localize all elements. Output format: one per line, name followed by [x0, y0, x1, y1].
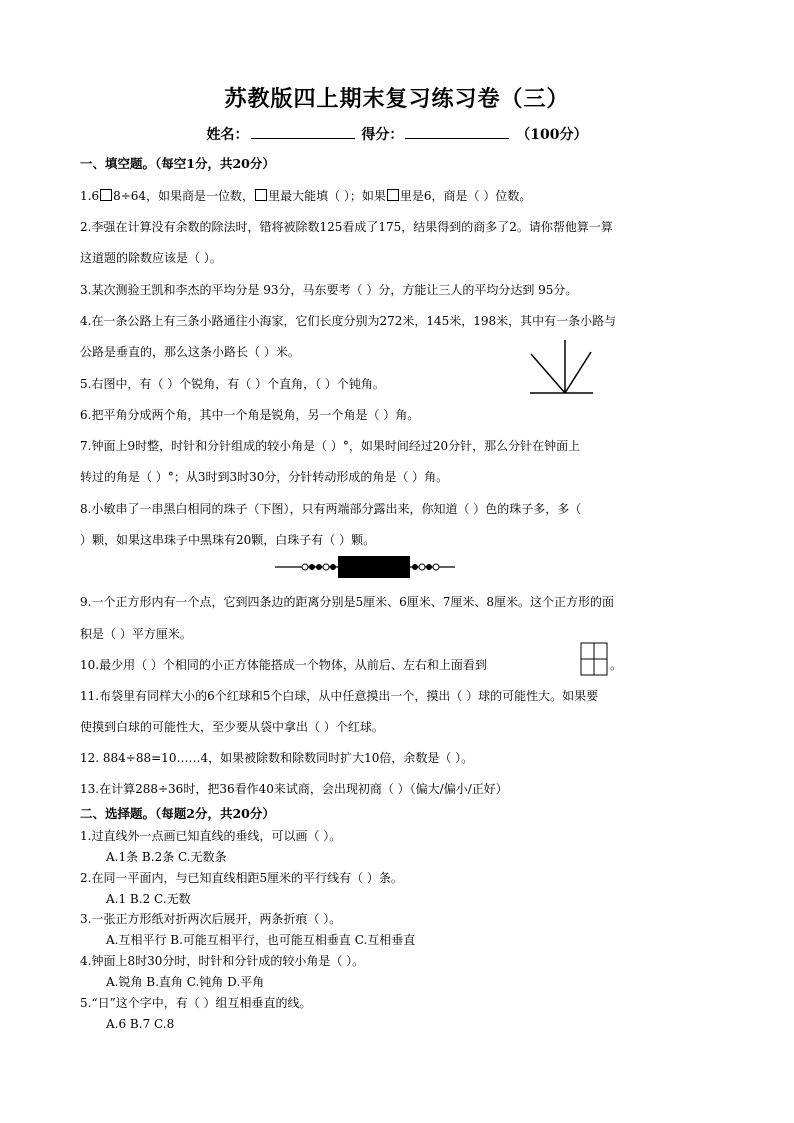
- choice-question-2: 2.在同一平面内，与已知直线相距5厘米的平行线有（ ）条。: [80, 871, 403, 885]
- section1-heading: 一、填空题。（每空1分，共20分）: [80, 156, 275, 171]
- header-info: [0, 124, 794, 144]
- question-2-line-1: 2.李强在计算没有余数的除法时，错将被除数125看成了175，结果得到的商多了2。请你帮他算一算: [80, 220, 613, 234]
- choice-question-5: 5.“日”这个字中，有（ ）组互相垂直的线。: [80, 996, 312, 1010]
- q1-part-b: 8÷64，如果商是一位数，: [113, 189, 255, 203]
- q1-part-c: 里最大能填（ ）；如果: [268, 189, 386, 203]
- choice-question-3-options: A.互相平行 B.可能互相平行，也可能互相垂直 C.互相垂直: [106, 933, 416, 947]
- choice-question-1-options: A.1条 B.2条 C.无数条: [106, 850, 227, 864]
- choice-question-4-options: A.锐角 B.直角 C.钝角 D.平角: [106, 975, 265, 989]
- section2-heading: 二、选择题。（每题2分，共20分）: [80, 806, 275, 821]
- question-2-line-2: 这道题的除数应该是（ ）。: [80, 251, 222, 265]
- q10-part-b: 。: [610, 658, 623, 672]
- blank-square-icon: [255, 189, 267, 201]
- top-view-grid-figure: [580, 642, 608, 676]
- question-13: 13.在计算288÷36时，把36看作40来试商，会出现初商（ ）（偏大/偏小/正好）: [80, 782, 508, 796]
- choice-question-5-options: A.6 B.7 C.8: [106, 1017, 175, 1031]
- name-label: 姓名：: [206, 127, 249, 143]
- choice-question-4: 4.钟面上8时30分时，时针和分针成的较小角是（ ）。: [80, 954, 365, 968]
- q1-part-a: 1.6: [80, 189, 100, 203]
- bead-string-figure: [275, 555, 455, 579]
- total-score: （100分）: [516, 127, 588, 143]
- question-6: 6.把平角分成两个角，其中一个角是锐角，另一个角是（ ）角。: [80, 408, 420, 422]
- score-blank[interactable]: [405, 124, 509, 139]
- question-5: 5.右图中，有（ ）个锐角，有（ ）个直角，（ ）个钝角。: [80, 377, 385, 391]
- question-3: 3.某次测验王凯和李杰的平均分是 93分，马东要考（ ）分，方能让三人的平均分达到 95分。: [80, 283, 578, 297]
- question-10: [80, 657, 487, 673]
- question-11-line-1: 11.布袋里有同样大小的6个红球和5个白球，从中任意摸出一个，摸出（ ）球的可能性大。如果要: [80, 689, 599, 703]
- question-9-line-1: 9.一个正方形内有一个点，它到四条边的距离分别是5厘米、6厘米、7厘米、8厘米。这个正方形的面: [80, 595, 614, 609]
- question-1: [80, 188, 531, 204]
- question-8-line-2: ）颗，如果这串珠子中黑珠有20颗，白珠子有（ ）颗。: [80, 533, 376, 547]
- question-7-line-2: 转过的角是（ ）°；从3时到3时30分，分针转动形成的角是（ ）角。: [80, 470, 449, 484]
- page-title: 苏教版四上期末复习练习卷（三）: [224, 86, 570, 112]
- angle-figure: [525, 338, 595, 396]
- question-4-line-2: 公路是垂直的，那么这条小路长（ ）米。: [80, 345, 300, 359]
- blank-square-icon: [387, 189, 399, 201]
- choice-question-2-options: A.1 B.2 C.无数: [106, 892, 191, 906]
- question-7-line-1: 7.钟面上9时整，时针和分针组成的较小角是（ ）°，如果时间经过20分针，那么分针在钟面上: [80, 439, 581, 453]
- score-label: 得分：: [361, 127, 404, 143]
- question-11-line-2: 使摸到白球的可能性大，至少要从袋中拿出（ ）个红球。: [80, 720, 384, 734]
- question-12: 12. 884÷88=10……4，如果被除数和除数同时扩大10倍，余数是（ ）。: [80, 751, 474, 765]
- question-4-line-1: 4.在一条公路上有三条小路通往小海家，它们长度分别为272米，145米，198米，其中有一条小路与: [80, 314, 617, 328]
- choice-question-1: 1.过直线外一点画已知直线的垂线，可以画（ ）。: [80, 829, 342, 843]
- question-8-line-1: 8.小敏串了一串黑白相同的珠子（下图），只有两端部分露出来，你知道（ ）色的珠子多，多（: [80, 502, 582, 516]
- question-9-line-2: 积是（ ）平方厘米。: [80, 627, 192, 641]
- name-blank[interactable]: [251, 124, 355, 139]
- q10-part-a: 10.最少用（ ）个相同的小正方体能搭成一个物体，从前后、左右和上面看到: [80, 658, 487, 672]
- choice-question-3: 3.一张正方形纸对折两次后展开，两条折痕（ ）。: [80, 912, 342, 926]
- blank-square-icon: [100, 189, 112, 201]
- q1-part-d: 里是6，商是（ ）位数。: [399, 189, 532, 203]
